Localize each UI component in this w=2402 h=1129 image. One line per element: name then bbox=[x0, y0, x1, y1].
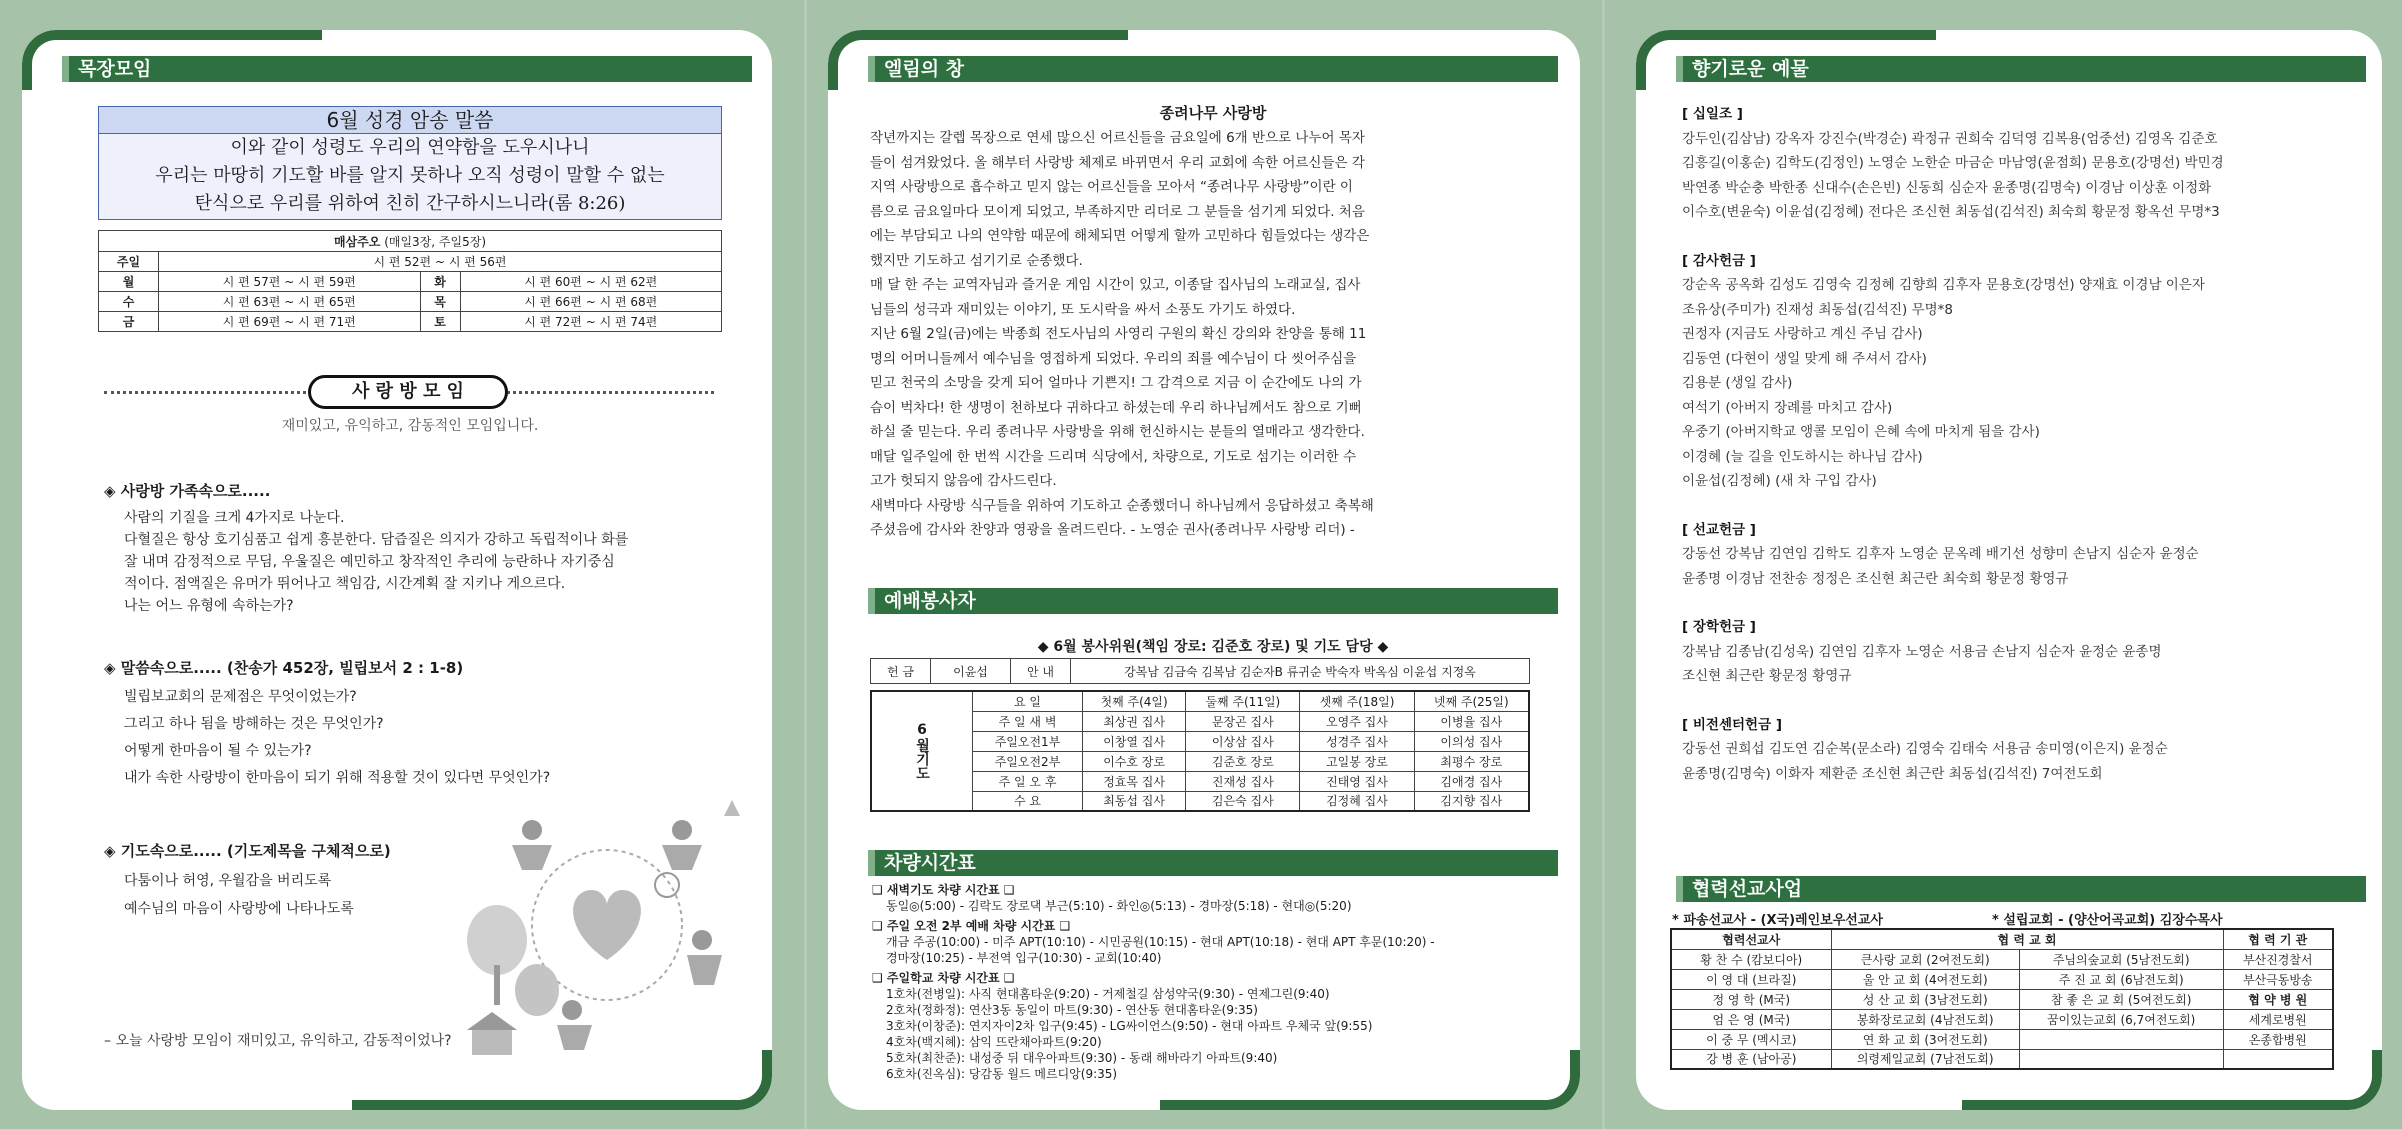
cell: 울 안 교 회 (4여전도회) bbox=[1831, 969, 2019, 989]
text-line: 경마장(10:25) - 부전역 입구(10:30) - 교회(10:40) bbox=[886, 951, 1162, 965]
text-line: 나는 어느 유형에 속하는가? bbox=[124, 598, 294, 614]
closing-question: – 오늘 사랑방 모임이 재미있고, 유익하고, 감동적이었나? bbox=[104, 1033, 452, 1049]
text-line: 강동선 권희섭 김도연 김순복(문소라) 김영숙 김태숙 서용금 송미영(이은지) 윤정순 bbox=[1682, 741, 2168, 757]
offering-lists bbox=[1682, 102, 2372, 786]
text-line: 명의 어머니들께서 예수님을 영접하게 되었다. 우리의 죄를 예수님이 다 씻어주심을 bbox=[870, 350, 1357, 367]
cell: 주일오전1부 bbox=[973, 731, 1083, 751]
text-line: 윤종명(김명숙) 이화자 제환준 조신현 최근란 최동섭(김석진) 7여전도회 bbox=[1682, 765, 2103, 782]
cell: 고일봉 장로 bbox=[1300, 751, 1414, 771]
cell: 이창열 집사 bbox=[1083, 731, 1186, 751]
section-header: 목장모임 bbox=[62, 56, 752, 82]
cell: 이의성 집사 bbox=[1414, 731, 1529, 751]
text-line: 고가 헛되지 않음에 감사드린다. bbox=[870, 473, 1057, 489]
section-header: 차량시간표 bbox=[868, 850, 1558, 876]
article-title: 종려나무 사랑방 bbox=[1159, 104, 1267, 122]
reading: 시 편 72편 ~ 시 편 74편 bbox=[460, 312, 722, 332]
cell: 정 영 학 (M국) bbox=[1671, 989, 1831, 1009]
cell: 김은숙 집사 bbox=[1186, 791, 1300, 811]
text-line: 매 달 한 주는 교역자님과 즐거운 게임 시간이 있고, 이종달 집사님의 노래교실, 집사 bbox=[870, 277, 1361, 293]
cell: 성경주 집사 bbox=[1300, 731, 1414, 751]
text-line: 강복남 김종남(김성욱) 김연임 김후자 노영순 서용금 손남지 심순자 윤정순 윤종명 bbox=[1682, 643, 2162, 660]
cell: 온종합병원 bbox=[2223, 1029, 2333, 1049]
cell: 주님의숲교회 (5남전도회) bbox=[2019, 949, 2223, 969]
section-header: 엘림의 창 bbox=[868, 56, 1558, 82]
text-line: 조신현 최근란 황문정 황영규 bbox=[1682, 668, 1852, 684]
text-line: 5호차(최찬준): 내성중 뒤 대우아파트(9:30) - 동래 해바라기 아파트(9:40) bbox=[886, 1051, 1278, 1065]
text-line: 다툼이나 허영, 우월감을 버리도록 bbox=[124, 873, 332, 889]
text-line: 했지만 기도하고 섬기기로 순종했다. bbox=[870, 252, 1083, 269]
col-head: 둘째 주(11일) bbox=[1186, 691, 1300, 711]
text-line: 강두인(김삼남) 강옥자 강진수(박경순) 곽정규 권희숙 김덕영 김복용(엄중선) 김영옥 김준호 bbox=[1682, 130, 2218, 147]
cell: 이 영 대 (브라질) bbox=[1671, 969, 1831, 989]
cell: 이수호 장로 bbox=[1083, 751, 1186, 771]
section-header: 예배봉사자 bbox=[868, 588, 1558, 614]
text-line: 내가 속한 사랑방이 한마음이 되기 위해 적용할 것이 있다면 무엇인가? bbox=[124, 770, 551, 786]
value: 강복남 김금숙 김복남 김순자B 류귀순 박숙자 박옥심 이윤섭 지정옥 bbox=[1071, 659, 1530, 684]
s1-title: ◈ 사랑방 가족속으로..... bbox=[104, 482, 271, 500]
car-title: ❑ 주일 오전 2부 예배 차량 시간표 ❑ bbox=[872, 919, 1071, 933]
day: 주일 bbox=[99, 252, 159, 272]
sarang-subtitle: 재미있고, 유익하고, 감동적인 모임입니다. bbox=[281, 418, 539, 434]
cell: 김애경 집사 bbox=[1414, 771, 1529, 791]
col-head: 셋째 주(18일) bbox=[1300, 691, 1414, 711]
cell: 엄 은 영 (M국) bbox=[1671, 1009, 1831, 1029]
offering-table bbox=[870, 658, 1530, 684]
text-line: 김용분 (생일 감사) bbox=[1682, 375, 1793, 391]
text-line: 지난 6월 2일(금)에는 박종희 전도사님의 사영리 구원의 확신 강의와 찬양을 통해 11 bbox=[870, 326, 1367, 342]
col-head: 첫째 주(4일) bbox=[1083, 691, 1186, 711]
cell: 세계로병원 bbox=[2223, 1009, 2333, 1029]
mission-line: * 설립교회 - (양산어곡교회) 김장수목사 bbox=[1992, 913, 2223, 928]
day: 화 bbox=[420, 272, 460, 292]
day: 목 bbox=[420, 292, 460, 312]
text-line: 사람의 기질을 크게 4가지로 나눈다. bbox=[124, 510, 345, 526]
text-line: 이경혜 (늘 길을 인도하시는 하나님 감사) bbox=[1682, 448, 1923, 465]
text-line: 강순옥 공옥화 김성도 김영숙 김정혜 김향희 김후자 문용호(강명선) 양재효 이경남 이은자 bbox=[1682, 277, 2205, 293]
reading: 시 편 57편 ~ 시 편 59편 bbox=[159, 272, 421, 292]
text-line: 슴이 벅차다! 한 생명이 천하보다 귀하다고 하셨는데 우리 하나님께서도 참으로 기뻐 bbox=[870, 399, 1362, 416]
text-line: 들이 섬겨왔었다. 올 해부터 사랑방 체제로 바뀌면서 우리 교회에 속한 어르신들은 각 bbox=[870, 154, 1365, 171]
reading: 시 편 69편 ~ 시 편 71편 bbox=[159, 312, 421, 332]
text-line: 주셨음에 감사와 찬양과 영광을 올려드린다. - 노영순 권사(종려나무 사랑방 리더) - bbox=[870, 522, 1355, 538]
cell: 꿈이있는교회 (6,7여전도회) bbox=[2019, 1009, 2223, 1029]
cell: 김준호 장로 bbox=[1186, 751, 1300, 771]
cell: 성 산 교 회 (3남전도회) bbox=[1831, 989, 2019, 1009]
cell: 오영주 집사 bbox=[1300, 711, 1414, 731]
reading: 시 편 52편 ~ 시 편 56편 bbox=[159, 252, 722, 272]
text-line: 하실 줄 믿는다. 우리 종려나무 사랑방을 위해 헌신하시는 분들의 열매라고 생각한다. bbox=[870, 424, 1365, 440]
mission-table bbox=[1670, 928, 2334, 1070]
day: 월 bbox=[99, 272, 159, 292]
cell: 연 화 교 회 (3여전도회) bbox=[1831, 1029, 2019, 1049]
sarang-title: 사 랑 방 모 임 bbox=[308, 375, 508, 409]
text-line: 강동선 강복남 김연임 김학도 김후자 노영순 문옥례 배기선 성향미 손남지 심순자 윤정순 bbox=[1682, 546, 2199, 562]
reading: 시 편 66편 ~ 시 편 68편 bbox=[460, 292, 722, 312]
cell: 큰사랑 교회 (2여전도회) bbox=[1831, 949, 2019, 969]
text-line: 작년까지는 갈렙 목장으로 연세 많으신 어르신들을 금요일에 6개 반으로 나누어 목자 bbox=[870, 130, 1365, 146]
text-line: 에는 부담되고 나의 연약함 때문에 해체되면 어떻게 할까 고민하다 힘들었다는 생각은 bbox=[870, 228, 1370, 244]
text-line: 동일◎(5:00) - 김락도 장로댁 부근(5:10) - 화인◎(5:13) - 경마장(5:18) - 현대◎(5:20) bbox=[886, 899, 1352, 913]
text-line: 6호차(진옥심): 당감동 월드 메르디앙(9:35) bbox=[886, 1067, 1118, 1081]
reading: 시 편 60편 ~ 시 편 62편 bbox=[460, 272, 722, 292]
car-title: ❑ 새벽기도 차량 시간표 ❑ bbox=[872, 883, 1015, 897]
cell: 진재성 집사 bbox=[1186, 771, 1300, 791]
col-head: 넷째 주(25일) bbox=[1414, 691, 1529, 711]
cell: 봉화장로교회 (4남전도회) bbox=[1831, 1009, 2019, 1029]
offering-title: [ 장학헌금 ] bbox=[1682, 619, 1756, 635]
panel-offering bbox=[1636, 30, 2382, 1110]
text-line: 적이다. 점액질은 유머가 뛰어나고 책임감, 시간계획 잘 지키나 게으르다. bbox=[124, 576, 566, 592]
text-line: 지역 사랑방으로 흡수하고 믿지 않는 어르신들을 모아서 “종려나무 사랑방”이란 이 bbox=[870, 179, 1353, 195]
text-line: 잘 내며 감정적으로 무딤, 우울질은 예민하고 창작적인 추리에 능란하나 자기중심 bbox=[124, 554, 615, 570]
text-line: 3호차(이창준): 연지자이2차 입구(9:45) - LG싸이언스(9:50) - 현대 아파트 우체국 앞(9:55) bbox=[886, 1019, 1373, 1033]
cell: 김지향 집사 bbox=[1414, 791, 1529, 811]
text-line: 름으로 금요일마다 모이게 되었고, 부족하지만 리더로 그 분들을 섬기게 되었다. 처음 bbox=[870, 203, 1365, 220]
cell: 주 진 교 회 (6남전도회) bbox=[2019, 969, 2223, 989]
verse-title: 6월 성경 암송 말씀 bbox=[99, 107, 721, 134]
text-line: 예수님의 마음이 사랑방에 나타나도록 bbox=[124, 901, 354, 917]
reading: 시 편 63편 ~ 시 편 65편 bbox=[159, 292, 421, 312]
offering-title: [ 십일조 ] bbox=[1682, 106, 1743, 122]
cell: 최동섭 집사 bbox=[1083, 791, 1186, 811]
text-line: 권정자 (지금도 사랑하고 계신 주님 감사) bbox=[1682, 326, 1923, 342]
day: 토 bbox=[420, 312, 460, 332]
cell: 이상삼 집사 bbox=[1186, 731, 1300, 751]
cell: 진태영 집사 bbox=[1300, 771, 1414, 791]
cell: 부산진경찰서 bbox=[2223, 949, 2333, 969]
col-head: 협력선교사 bbox=[1671, 929, 1831, 949]
text-line: 이윤섭(김정혜) (새 차 구입 감사) bbox=[1682, 473, 1877, 489]
text-line: 매달 일주일에 한 번씩 시간을 드리며 식당에서, 차량으로, 기도로 섬기는 이러한 수 bbox=[870, 448, 1357, 465]
cell: 주일오전2부 bbox=[973, 751, 1083, 771]
psalm-title: 매삼주오 bbox=[333, 234, 381, 249]
text-line: 어떻게 한마음이 될 수 있는가? bbox=[124, 743, 312, 759]
text-line: 2호차(정화정): 연산3동 동일이 마트(9:30) - 연산동 현대홈타운(9:35) bbox=[886, 1003, 1258, 1017]
value: 이윤섭 bbox=[931, 659, 1011, 684]
text-line: 박연종 박순충 박한종 신대수(손은빈) 신동희 심순자 윤종명(김명숙) 이경남 이상훈 이정화 bbox=[1682, 179, 2212, 196]
cell: 최상권 집사 bbox=[1083, 711, 1186, 731]
text-line: 조유상(주미가) 진재성 최동섭(김석진) 무명*8 bbox=[1682, 301, 1953, 318]
verse-line: 이와 같이 성령도 우리의 연약함을 도우시나니 bbox=[230, 137, 590, 158]
text-line: 믿고 천국의 소망을 갖게 되어 얼마나 기쁜지! 그 감격으로 지금 이 순간에도 나의 가 bbox=[870, 375, 1362, 391]
text-line: 빌립보교회의 문제점은 무엇이었는가? bbox=[124, 689, 357, 705]
cell: 이병율 집사 bbox=[1414, 711, 1529, 731]
offering-title: [ 선교헌금 ] bbox=[1682, 521, 1756, 538]
car-title: ❑ 주일학교 차량 시간표 ❑ bbox=[872, 971, 1015, 985]
heart-illustration bbox=[452, 790, 762, 1060]
text-line: 그리고 하나 됨을 방해하는 것은 무엇인가? bbox=[124, 716, 384, 732]
offering-title: [ 감사헌금 ] bbox=[1682, 252, 1756, 269]
text-line: 이수호(변윤숙) 이윤섭(김정혜) 전다은 조신현 최동섭(김석진) 최숙희 황문정 황옥선 무명*3 bbox=[1682, 204, 2220, 220]
s3-title: ◈ 기도속으로..... (기도제목을 구체적으로) bbox=[104, 842, 391, 860]
cell: 강 병 훈 (남아공) bbox=[1671, 1049, 1831, 1069]
cell: 김정혜 집사 bbox=[1300, 791, 1414, 811]
cell bbox=[2019, 1029, 2223, 1049]
car-schedule bbox=[872, 882, 1562, 1082]
cell: 참 좋 은 교 회 (5여전도회) bbox=[2019, 989, 2223, 1009]
verse-line: 우리는 마땅히 기도할 바를 알지 못하나 오직 성령이 말할 수 없는 bbox=[155, 165, 665, 186]
day: 금 bbox=[99, 312, 159, 332]
label: 안 내 bbox=[1011, 659, 1071, 684]
cell: 황 찬 수 (캄보디아) bbox=[1671, 949, 1831, 969]
s2-title: ◈ 말씀속으로..... (찬송가 452장, 빌립보서 2 : 1-8) bbox=[104, 659, 464, 677]
cell: 협 약 병 원 bbox=[2223, 989, 2333, 1009]
article-body bbox=[870, 126, 1560, 543]
col-head: 협 력 기 관 bbox=[2223, 929, 2333, 949]
section-header: 협력선교사업 bbox=[1676, 876, 2366, 902]
label: 헌 금 bbox=[871, 659, 931, 684]
prayer-side: 6월기도 bbox=[871, 691, 973, 811]
text-line: 김동연 (다현이 생일 맞게 해 주셔서 감사) bbox=[1682, 350, 1927, 367]
cell: 문장곤 집사 bbox=[1186, 711, 1300, 731]
mission-line: * 파송선교사 - (X국)레인보우선교사 bbox=[1672, 913, 1883, 928]
psalm-sub: (매일3장, 주일5장) bbox=[384, 234, 487, 249]
col-head: 요 일 bbox=[973, 691, 1083, 711]
panel-mokjang bbox=[22, 30, 772, 1110]
text-line: 새벽마다 사랑방 식구들을 위하여 기도하고 순종했더니 하나님께서 응답하셨고 축복해 bbox=[870, 497, 1374, 514]
section-header: 향기로운 예물 bbox=[1676, 56, 2366, 82]
panel-elim bbox=[828, 30, 1580, 1110]
text-line: 여석기 (아버지 장례를 마치고 감사) bbox=[1682, 399, 1893, 416]
offering-title: [ 비전센터헌금 ] bbox=[1682, 716, 1782, 733]
psalm-table bbox=[98, 230, 722, 332]
prayer-table bbox=[870, 690, 1530, 812]
cell: 이 중 무 (멕시코) bbox=[1671, 1029, 1831, 1049]
cell bbox=[2223, 1049, 2333, 1069]
verse-box bbox=[98, 106, 722, 220]
text-line: 님들의 성극과 재미있는 이야기, 또 도시락을 싸서 소풍도 가기도 하였다. bbox=[870, 301, 1296, 318]
text-line: 4호차(백지혜): 삼익 뜨란채아파트(9:20) bbox=[886, 1035, 1102, 1049]
text-line: 윤종명 이경남 전찬송 정정은 조신현 최근란 최숙희 황문정 황영규 bbox=[1682, 570, 2069, 587]
cell: 주 일 새 벽 bbox=[973, 711, 1083, 731]
cell: 의령제일교회 (7남전도회) bbox=[1831, 1049, 2019, 1069]
cell: 수 요 bbox=[973, 791, 1083, 811]
cell: 최평수 장로 bbox=[1414, 751, 1529, 771]
text-line: 다혈질은 항상 호기심품고 쉽게 흥분한다. 담즙질은 의지가 강하고 독립적이나 화를 bbox=[124, 532, 629, 548]
text-line: 개금 주공(10:00) - 미주 APT(10:10) - 시민공원(10:15) - 현대 APT(10:18) - 현대 APT 후문(10:20) - bbox=[886, 935, 1435, 949]
servant-title: ◆ 6월 봉사위원(책임 장로: 김준호 장로) 및 기도 담당 ◆ bbox=[1037, 639, 1389, 655]
cell: 부산극동방송 bbox=[2223, 969, 2333, 989]
cell: 주 일 오 후 bbox=[973, 771, 1083, 791]
day: 수 bbox=[99, 292, 159, 312]
verse-line: 탄식으로 우리를 위하여 친히 간구하시느니라(롬 8:26) bbox=[194, 193, 626, 214]
text-line: 우중기 (아버지학교 앵콜 모임이 은혜 속에 마치게 됨을 감사) bbox=[1682, 424, 2040, 440]
text-line: 1호차(전병일): 사직 현대홈타운(9:20) - 거제철길 삼성약국(9:30) - 연제그린(9:40) bbox=[886, 987, 1330, 1001]
col-head: 협 력 교 회 bbox=[1831, 929, 2223, 949]
cell: 정효목 집사 bbox=[1083, 771, 1186, 791]
cell bbox=[2019, 1049, 2223, 1069]
text-line: 김흥길(이홍순) 김학도(김정인) 노영순 노한순 마금순 마남영(윤점희) 문용호(강명선) 박민경 bbox=[1682, 155, 2224, 171]
